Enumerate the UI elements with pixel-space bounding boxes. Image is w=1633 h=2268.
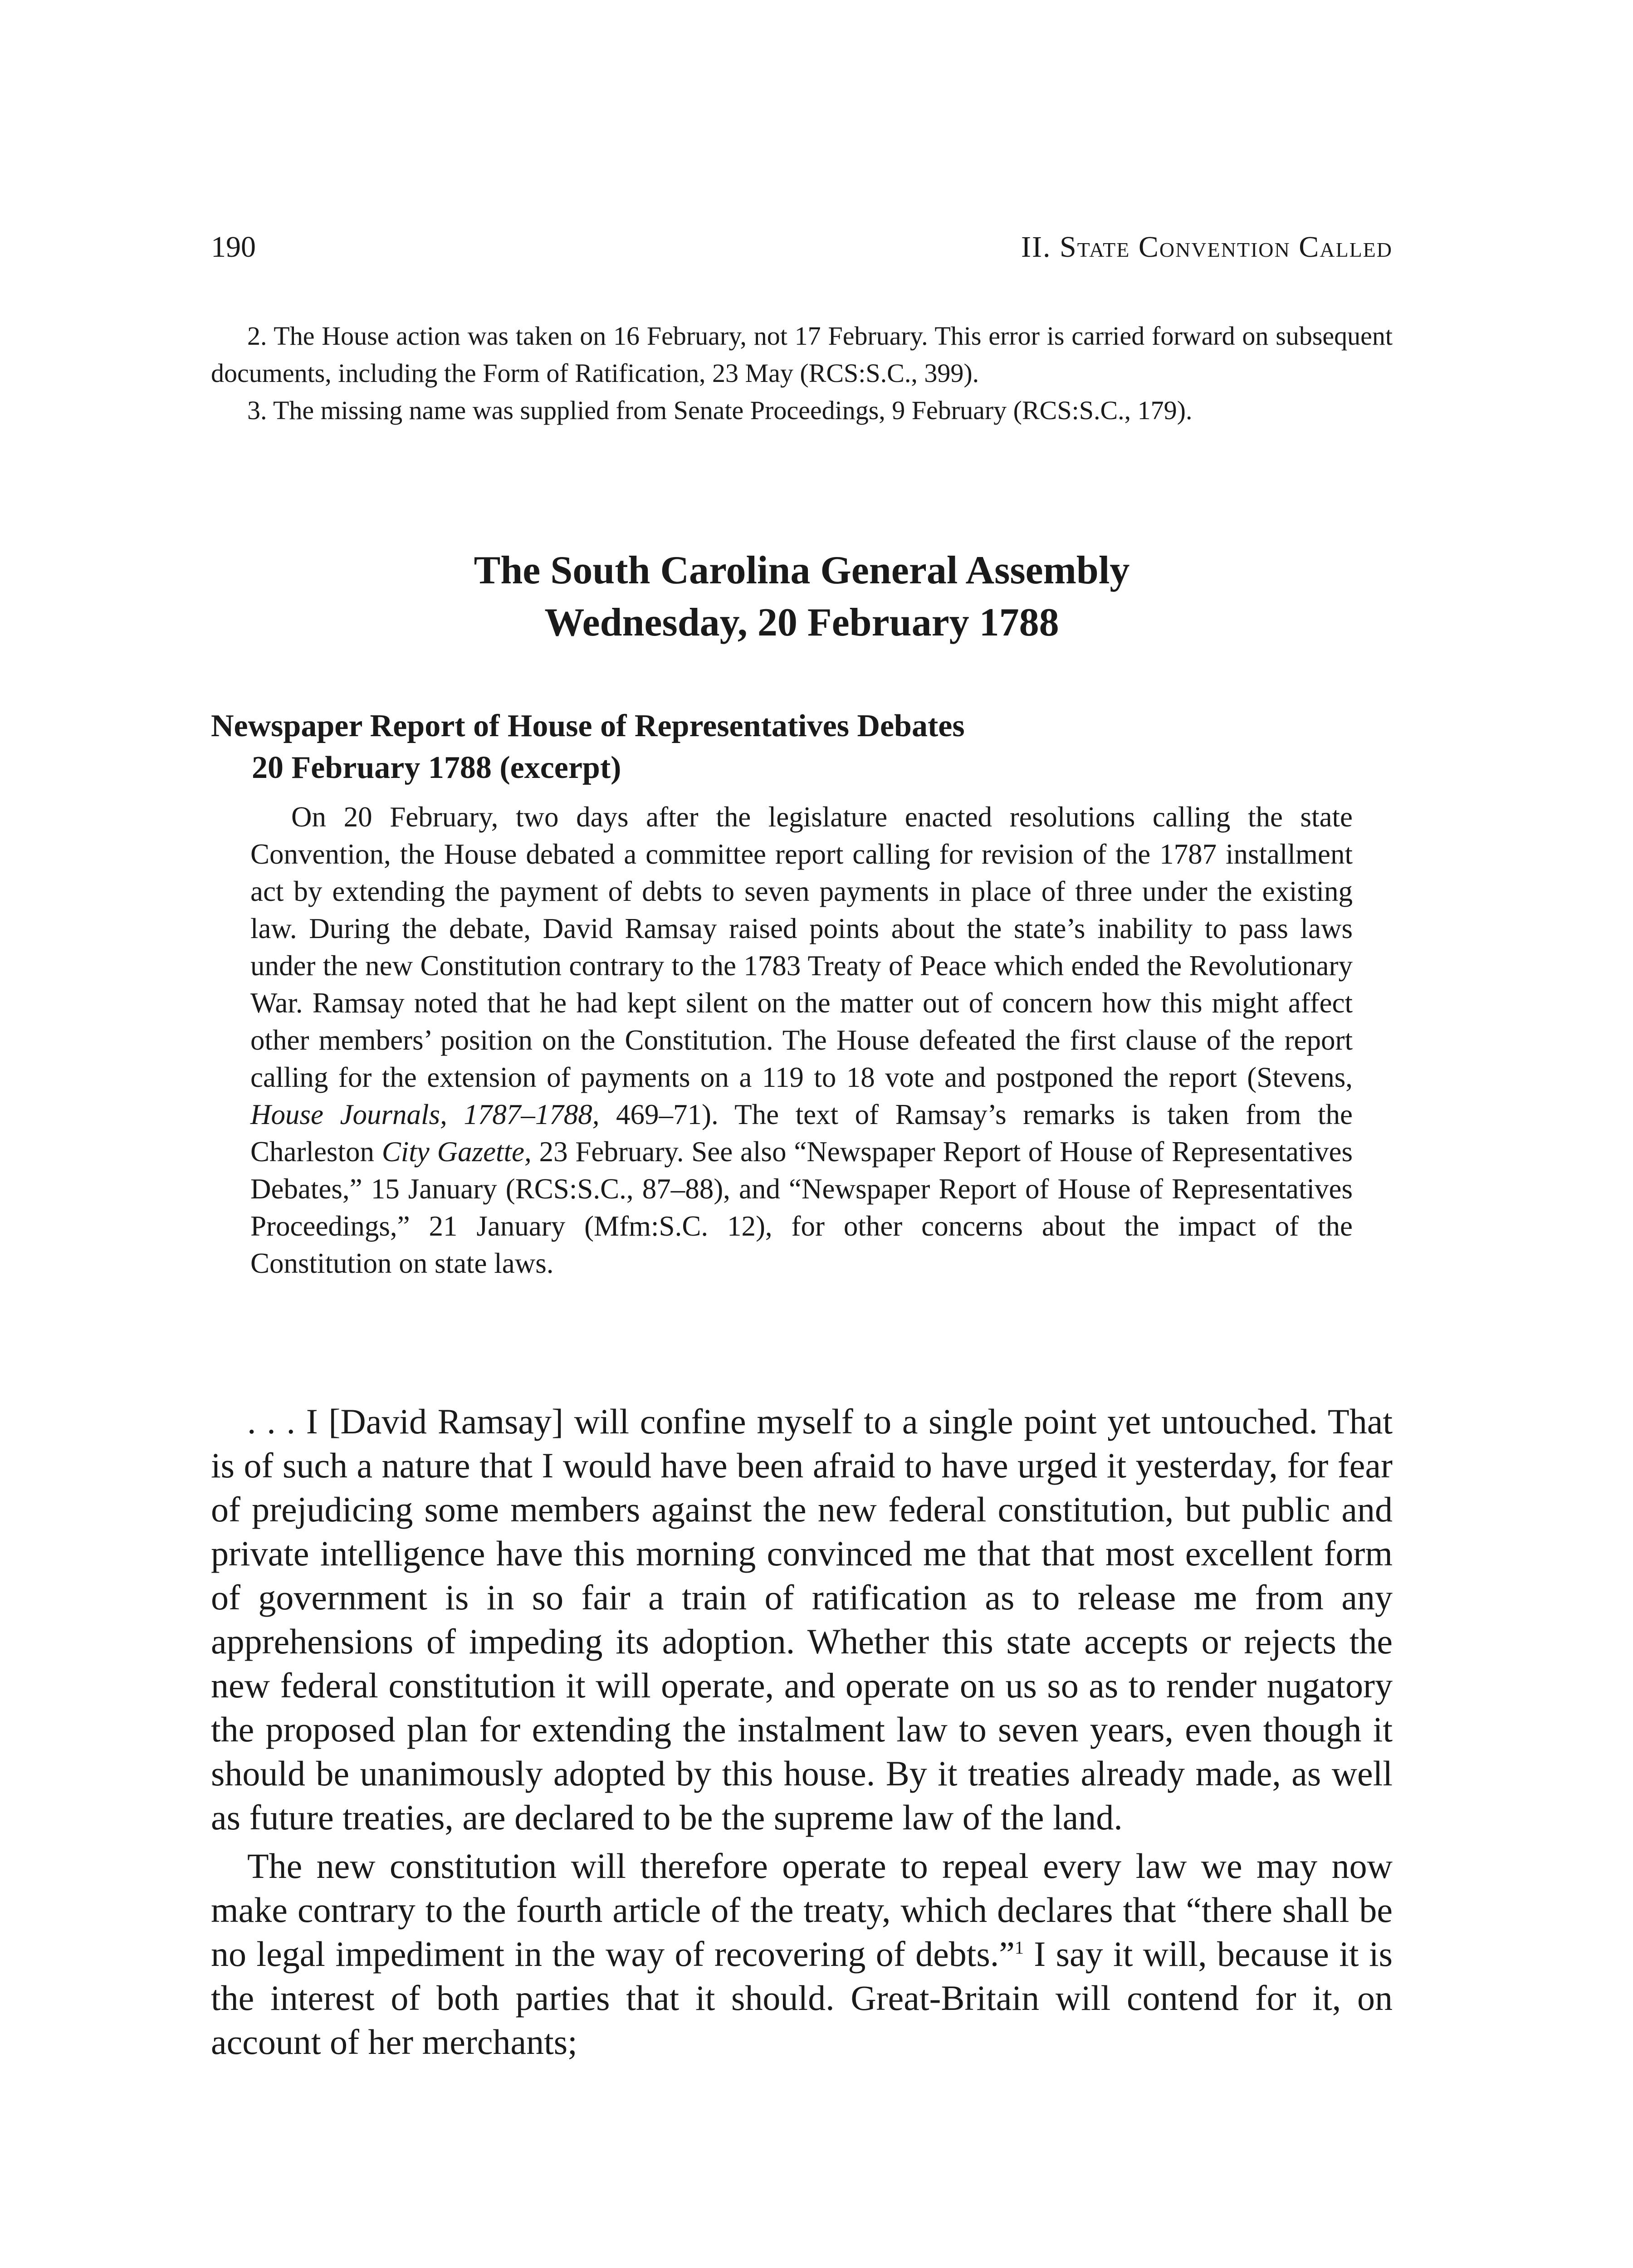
- headnote-citation-house-journals: House Journals, 1787–1788,: [250, 1099, 600, 1130]
- heading-date: Wednesday, 20 February 1788: [544, 601, 1059, 645]
- main-text: [211, 1399, 1393, 2064]
- headnote-text-3: 23 February. See also “Newspaper Report of House of Representatives Debates,” 15 January (RCS:S.C., 87–88), and “Newspaper Report of House of Representatives Proceedings,” 21 January (Mfm:S.C. 12), for other concerns about the impact of the Constitution on state laws.: [250, 1136, 1353, 1279]
- headnote: [250, 798, 1353, 1282]
- footnotes: [211, 318, 1393, 429]
- main-paragraph-2-text-1: The new constitution will therefore operate to repeal every law we may now make contrary to the fourth article of the treaty, which declares that “there shall be no legal impediment in the way of recovering of debts.”: [211, 1846, 1393, 1974]
- headnote-paragraph: [250, 798, 1353, 1282]
- main-paragraph-1: . . . I [David Ramsay] will confine myself to a single point yet untouched. That is of such a nature that I would have been afraid to have urged it yesterday, for fear of prejudicing some members against the new federal constitution, but public and private intelligence have this morning convinced me that that most excellent form of government is in so fair a train of ratification as to release me from any apprehensions of impeding its adoption. Whether this state accepts or rejects the new federal constitution it will operate, and operate on us so as to render nugatory the proposed plan for extending the instalment law to seven years, even though it should be unanimously adopted by this house. By it treaties already made, as well as future treaties, are declared to be the supreme law of the land.: [211, 1402, 1393, 1837]
- document-subheading: [211, 705, 1393, 789]
- footnote-reference: 1: [1014, 1937, 1024, 1958]
- section-title: II. State Convention Called: [1021, 230, 1393, 264]
- main-paragraph-2: [211, 1844, 1393, 2064]
- main-paragraph-2-text-2: I say it will, because it is the interest of both parties that it should. Great-Britain will contend for it, on account of her merchants;: [211, 1934, 1393, 2062]
- document-heading: [211, 544, 1393, 649]
- subheading-date: 20 February 1788 (excerpt): [252, 750, 621, 785]
- subheading-title: Newspaper Report of House of Representatives Debates: [211, 709, 965, 743]
- page-number: 190: [211, 230, 256, 264]
- headnote-citation-city-gazette: City Gazette,: [381, 1136, 532, 1168]
- running-head: [211, 229, 1393, 265]
- headnote-text-1: On 20 February, two days after the legislature enacted resolutions calling the state Convention, the House debated a committee report calling for revision of the 1787 installment act by extending the payment of debts to seven payments in place of three under the existing law. During the debate, David Ramsay raised points about the state’s inability to pass laws under the new Constitution contrary to the 1783 Treaty of Peace which ended the Revolutionary War. Ramsay noted that he had kept silent on the matter out of concern how this might affect other members’ position on the Constitution. The House defeated the first clause of the report calling for the extension of payments on a 119 to 18 vote and postponed the report (Stevens,: [250, 801, 1353, 1093]
- heading-title: The South Carolina General Assembly: [474, 548, 1130, 592]
- footnote-2: 2. The House action was taken on 16 February, not 17 February. This error is carried forward on subsequent documents, including the Form of Ratification, 23 May (RCS:S.C., 399).: [211, 321, 1393, 388]
- footnote-3: 3. The missing name was supplied from Senate Proceedings, 9 February (RCS:S.C., 179).: [247, 396, 1193, 425]
- headnote-text-2: 469–71). The text of Ramsay’s remarks is taken from the Charleston: [250, 1099, 1353, 1168]
